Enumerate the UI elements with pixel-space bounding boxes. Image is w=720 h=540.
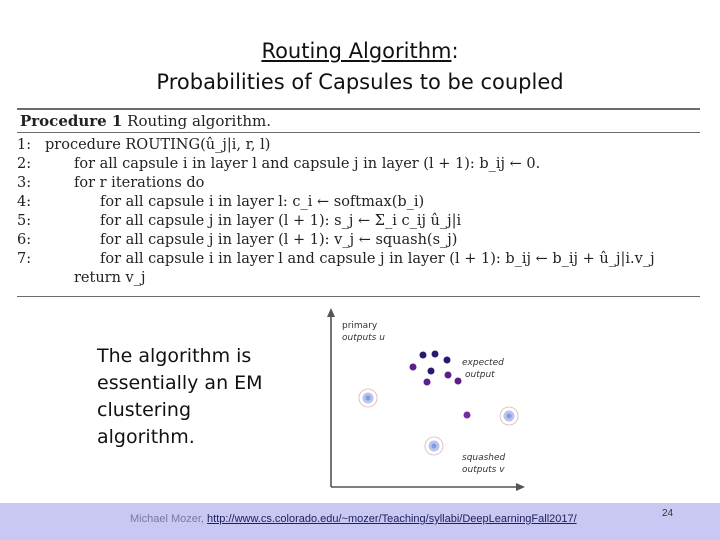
footer-bar (0, 503, 720, 540)
line-number: 7: (17, 251, 32, 267)
y-axis-arrow-icon (327, 308, 335, 317)
cluster-point (455, 378, 462, 385)
algorithm-box (17, 108, 700, 300)
line-text: for all capsule j in layer (l + 1): v_j ← squash(s_j) (100, 232, 458, 248)
x-axis-arrow-icon (516, 483, 525, 491)
footer-author: Michael Mozer, (130, 513, 204, 525)
squashed-point (359, 389, 377, 407)
line-number: 6: (17, 232, 32, 248)
expected-label-line-2: output (465, 370, 495, 380)
slide-title (0, 36, 720, 98)
footer-link[interactable]: http://www.cs.colorado.edu/~mozer/Teaching/syllabi/DeepLearningFall2017/ (207, 513, 577, 525)
line-number: 3: (17, 175, 32, 191)
cluster-point (445, 372, 452, 379)
title-main: Routing Algorithm (261, 39, 452, 63)
title-line-1 (0, 36, 720, 67)
squashed-label-line-2: outputs v (462, 465, 505, 475)
body-line-2: essentially an EM (97, 372, 263, 394)
squashed-point (500, 407, 518, 425)
cluster-point (410, 364, 417, 371)
footer-citation (130, 513, 577, 525)
title-colon: : (451, 39, 459, 63)
axis-label-line-2: outputs u (342, 333, 385, 343)
line-text: for all capsule i in layer l: c_i ← softmax(b_i) (100, 194, 425, 210)
squashed-label-line-1: squashed (462, 453, 506, 463)
line-text: for r iterations do (74, 175, 205, 191)
page-number: 24 (662, 508, 674, 519)
line-number: 5: (17, 213, 32, 229)
clustering-figure (300, 305, 535, 500)
body-text (97, 343, 297, 451)
line-text: return v_j (74, 270, 146, 286)
squashed-point (425, 437, 443, 455)
cluster-point (424, 379, 431, 386)
body-line-4: algorithm. (97, 426, 195, 448)
top-rule (17, 108, 700, 110)
expected-label-line-1: expected (462, 358, 504, 368)
bottom-rule (17, 296, 700, 297)
line-number: 4: (17, 194, 32, 210)
line-text: for all capsule i in layer l and capsule j in layer (l + 1): b_ij ← 0. (74, 156, 541, 172)
line-text: for all capsule j in layer (l + 1): s_j ← Σ_i c_ij û_j|i (100, 213, 462, 229)
line-text: procedure ROUTING(û_j|i, r, l) (45, 137, 271, 153)
line-number: 1: (17, 137, 32, 153)
procedure-header-bold: Procedure 1 (20, 112, 123, 130)
procedure-header (20, 112, 271, 130)
body-line-1: The algorithm is (97, 345, 252, 367)
cluster-point (428, 368, 435, 375)
cluster-point (444, 357, 451, 364)
line-number: 2: (17, 156, 32, 172)
procedure-header-rest: Routing algorithm. (127, 112, 272, 130)
cluster-point (432, 351, 439, 358)
axis-label-line-1: primary (342, 321, 378, 331)
cluster-point (420, 352, 427, 359)
title-line-2: Probabilities of Capsules to be coupled (156, 70, 564, 94)
line-text: for all capsule i in layer l and capsule j in layer (l + 1): b_ij ← b_ij + û_j|i.v_j (100, 251, 655, 267)
header-rule (17, 132, 700, 133)
body-line-3: clustering (97, 399, 191, 421)
outlier-point (464, 412, 471, 419)
